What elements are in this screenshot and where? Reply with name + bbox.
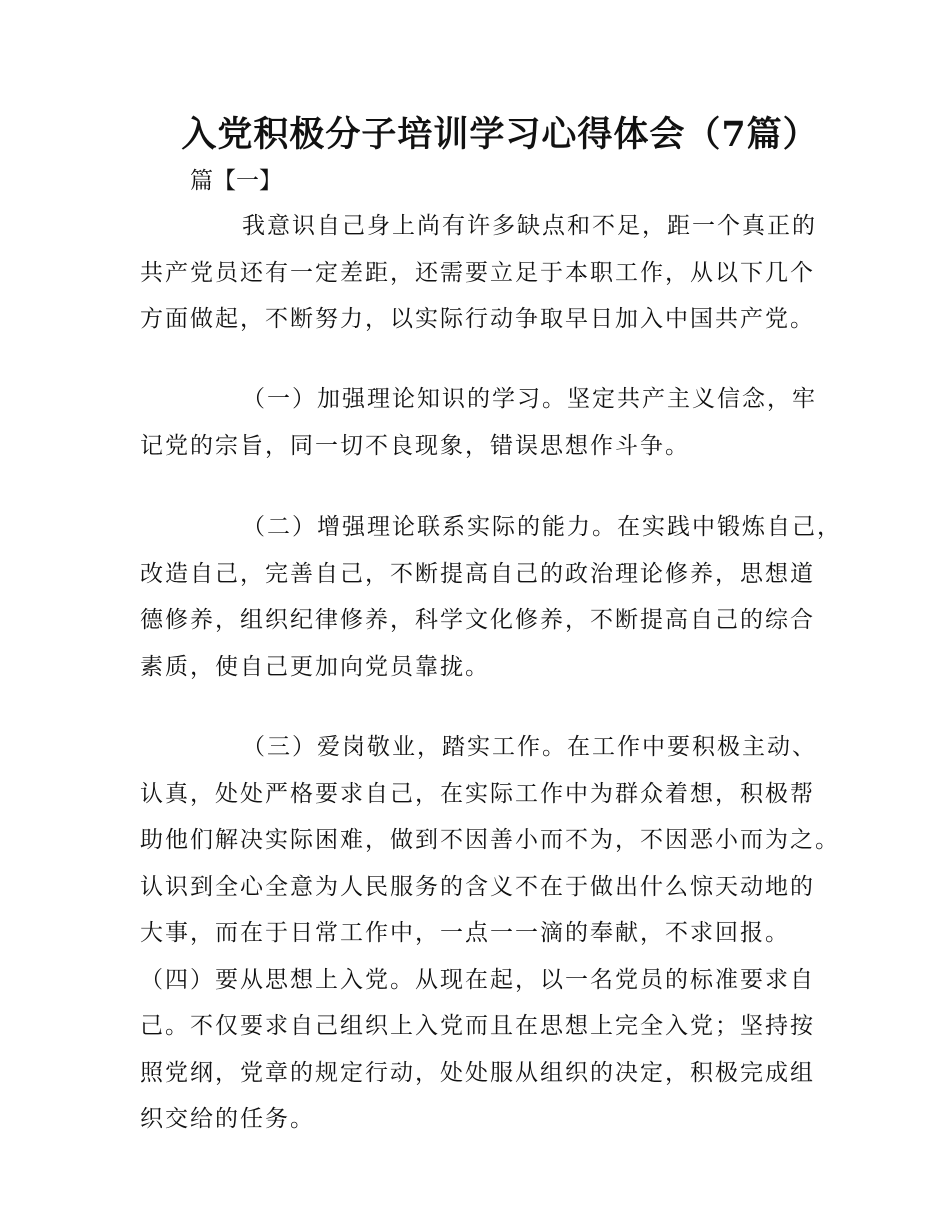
paragraph-line: 我意识自己身上尚有许多缺点和不足，距一个真正的	[242, 213, 817, 239]
paragraph-intro	[140, 203, 815, 343]
paragraph-line: 德修养，组织纪律修养，科学文化修养，不断提高自己的综合	[140, 607, 815, 633]
paragraph-point-two	[140, 504, 842, 690]
paragraph-line: 助他们解决实际困难，做到不因善小而不为，不因恶小而为之。	[140, 827, 840, 853]
paragraph-point-one	[140, 376, 815, 469]
paragraph-line: （三）爱岗敬业，踏实工作。在工作中要积极主动、	[242, 734, 817, 760]
paragraph-line: （一）加强理论知识的学习。坚定共产主义信念，牢	[242, 386, 817, 412]
paragraph-point-three-four	[140, 724, 840, 1143]
document-title: 入党积极分子培训学习心得体会（7篇）	[181, 114, 819, 155]
paragraph-line: 大事，而在于日常工作中，一点一一滴的奉献，不求回报。	[140, 920, 790, 946]
section-label: 篇【一】	[190, 168, 282, 194]
paragraph-line: 方面做起，不断努力，以实际行动争取早日加入中国共产党。	[140, 306, 815, 332]
paragraph-line: 改造自己，完善自己，不断提高自己的政治理论修养，思想道	[140, 560, 815, 587]
paragraph-line: 织交给的任务。	[140, 1106, 315, 1132]
paragraph-line: 认识到全心全意为人民服务的含义不在于做出什么惊天动地的	[140, 873, 815, 900]
paragraph-line: （二）增强理论联系实际的能力。在实践中锻炼自己，	[242, 514, 842, 540]
paragraph-line: 认真，处处严格要求自己，在实际工作中为群众着想，积极帮	[140, 780, 815, 807]
paragraph-line: 照党纲，党章的规定行动，处处服从组织的决定，积极完成组	[140, 1059, 815, 1086]
paragraph-line: 记党的宗旨，同一切不良现象，错误思想作斗争。	[140, 432, 690, 459]
paragraph-line: 己。不仅要求自己组织上入党而且在思想上完全入党；坚持按	[140, 1013, 815, 1039]
paragraph-line: 共产党员还有一定差距，还需要立足于本职工作，从以下几个	[140, 259, 815, 286]
paragraph-line: （四）要从思想上入党。从现在起，以一名党员的标准要求自	[140, 966, 815, 993]
paragraph-line: 素质，使自己更加向党员靠拢。	[140, 653, 490, 680]
